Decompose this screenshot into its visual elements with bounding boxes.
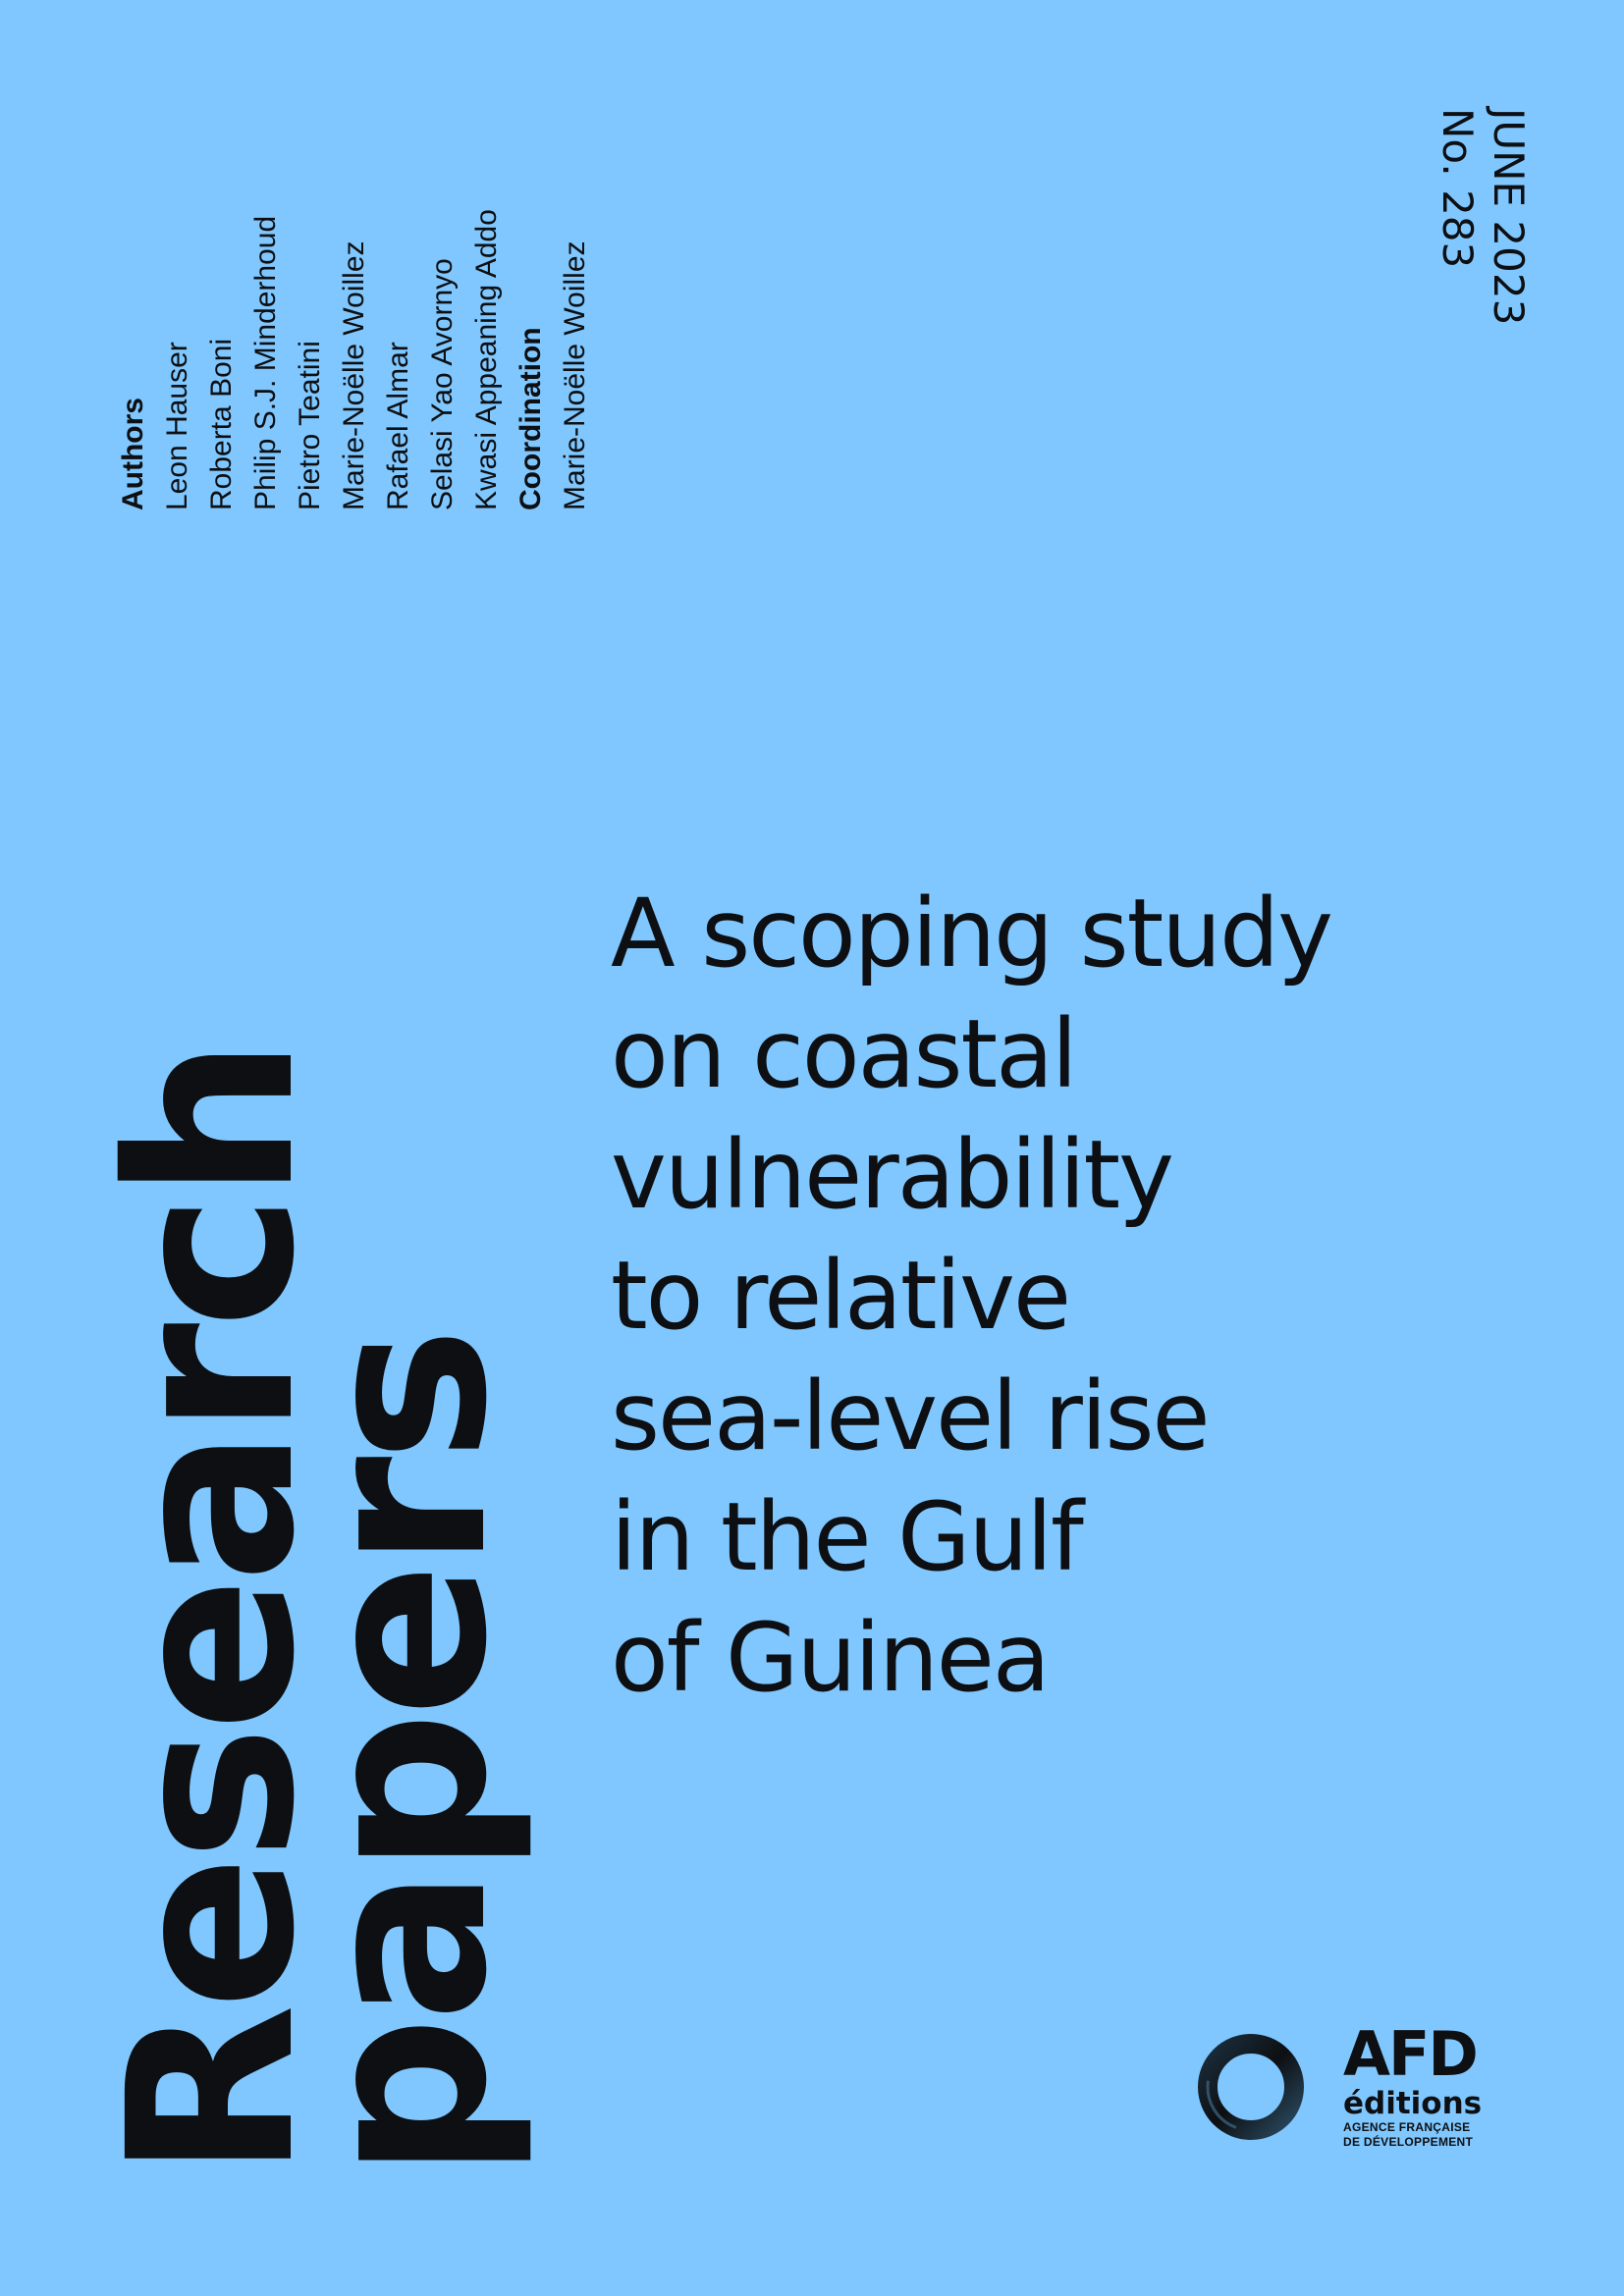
title-line: of Guinea [611, 1603, 1049, 1713]
author-name: Kwasi Appeaning Addo [470, 209, 503, 510]
logo-agency-line-1: AGENCE FRANÇAISE [1343, 2120, 1471, 2134]
title-line: on coastal [611, 999, 1076, 1109]
title-line: A scoping study [611, 879, 1331, 988]
series-title [80, 1042, 537, 2179]
afd-editions-logo [1196, 2018, 1490, 2171]
title-line: sea-level rise [611, 1362, 1209, 1471]
author-name: Pietro Teatini [294, 341, 326, 510]
series-title-line-1: Research [80, 1042, 345, 2179]
author-name: Marie-Noëlle Woillez [338, 240, 370, 510]
title-line: vulnerability [611, 1120, 1172, 1230]
logo-editions: éditions [1343, 2086, 1483, 2121]
document-title [611, 874, 1331, 1719]
authors-heading: Authors [117, 398, 149, 510]
issue-number: No. 283 [1434, 108, 1482, 269]
issue-date: JUNE 2023 [1485, 108, 1533, 326]
title-line: to relative [611, 1241, 1069, 1351]
ring-icon [1196, 2032, 1306, 2142]
author-name: Leon Hauser [161, 342, 193, 510]
logo-text [1343, 2018, 1483, 2150]
coordination-heading: Coordination [514, 327, 547, 510]
series-title-line-2: papers [272, 1332, 537, 2179]
authors-block [111, 209, 597, 510]
issue-info [1432, 108, 1534, 325]
logo-afd: AFD [1343, 2018, 1477, 2090]
author-name: Roberta Boni [205, 338, 238, 510]
author-name: Rafael Almar [382, 342, 414, 510]
author-name: Selasi Yao Avornyo [426, 258, 459, 510]
author-name: Philip S.J. Minderhoud [249, 215, 282, 510]
title-line: in the Gulf [611, 1482, 1082, 1592]
logo-agency-line-2: DE DÉVELOPPEMENT [1343, 2135, 1474, 2149]
coordinator-name: Marie-Noëlle Woillez [559, 240, 591, 510]
